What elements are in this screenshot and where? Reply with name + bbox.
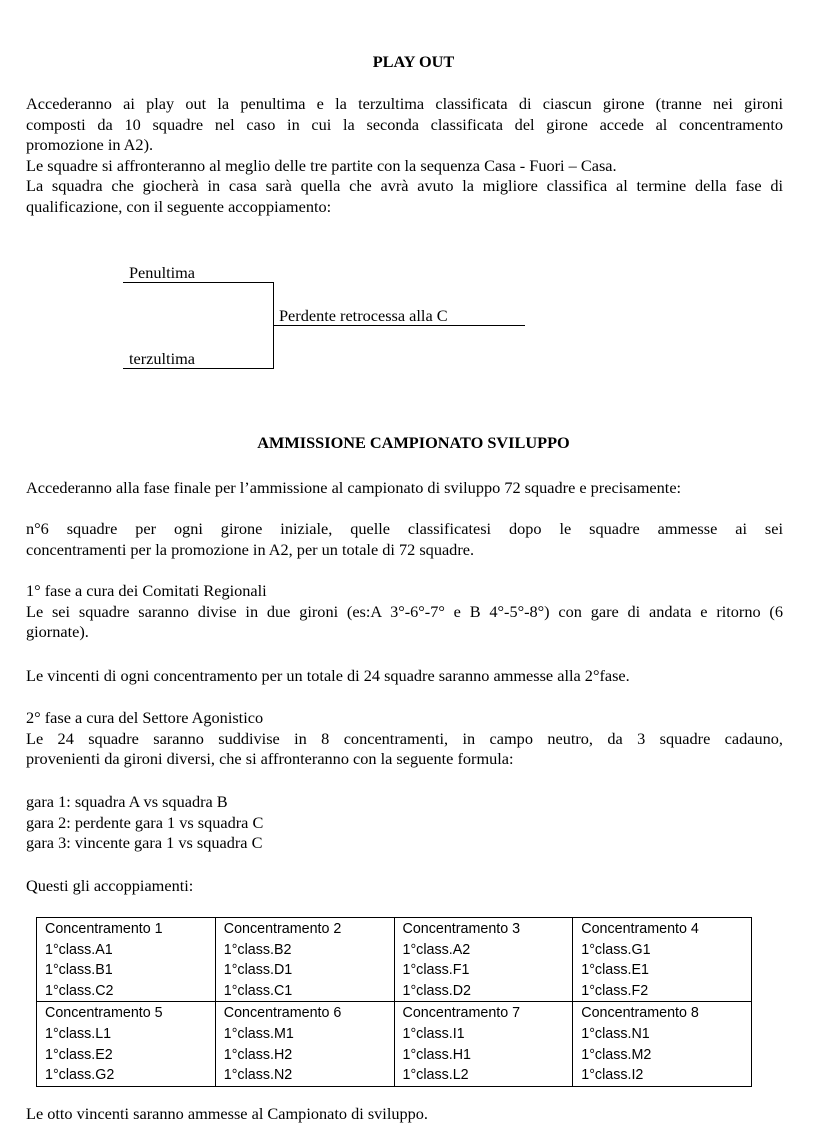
team-entry: 1°class.D1 bbox=[223, 962, 293, 979]
paragraph-line: Le vincenti di ogni concentramento per un totale di 24 squadre saranno ammesse alla 2°fase. bbox=[26, 666, 630, 685]
team-entry: 1°class.B1 bbox=[45, 962, 113, 979]
concentramento-name: Concentramento 1 bbox=[45, 921, 163, 937]
ammissione-title: AMMISSIONE CAMPIONATO SVILUPPO bbox=[257, 433, 570, 452]
squadre-paragraph bbox=[26, 519, 783, 560]
intro-paragraph bbox=[26, 478, 783, 499]
team-entry: 1°class.N1 bbox=[581, 1025, 650, 1042]
paragraph-line: n°6 squadre per ogni girone iniziale, quelle classificatesi dopo le squadre ammesse ai sei bbox=[26, 519, 783, 538]
table-cell bbox=[37, 1002, 216, 1086]
paragraph-line: composti da 10 squadre nel caso in cui la seconda classificata del girone accede al concentramento bbox=[26, 114, 783, 134]
paragraph-line: Le sei squadre saranno divise in due gironi (es:A 3°-6°-7° e B 4°-5°-8°) con gare di andata e ritorno (6 bbox=[26, 601, 783, 621]
fase2-heading: 2° fase a cura del Settore Agonistico bbox=[26, 708, 264, 727]
team-entry: 1°class.H1 bbox=[402, 1046, 471, 1063]
paragraph-line: concentramenti per la promozione in A2, per un totale di 72 squadre. bbox=[26, 539, 475, 559]
concentramento-name: Concentramento 6 bbox=[223, 1005, 342, 1022]
accoppiamenti-label bbox=[26, 876, 783, 897]
team-entry: 1°class.M2 bbox=[581, 1046, 652, 1063]
bracket-result-label: Perdente retrocessa alla C bbox=[279, 306, 448, 325]
team-entry: 1°class.I2 bbox=[581, 1067, 644, 1084]
team-entry: 1°class.L1 bbox=[45, 1025, 112, 1042]
gara-item: gara 1: squadra A vs squadra B bbox=[26, 792, 228, 811]
concentramento-name: Concentramento 7 bbox=[402, 1005, 521, 1022]
paragraph-line: giornate). bbox=[26, 622, 89, 642]
bracket-top-line bbox=[123, 282, 274, 283]
paragraph-line: Accederanno ai play out la penultima e la terzultima classificata di ciascun girone (tranne nei gironi bbox=[26, 94, 783, 113]
bracket-bottom-line bbox=[123, 368, 274, 369]
team-entry: 1°class.H2 bbox=[223, 1046, 293, 1063]
team-entry: 1°class.D2 bbox=[402, 982, 471, 999]
play-out-title: PLAY OUT bbox=[372, 52, 455, 71]
team-entry: 1°class.E1 bbox=[581, 962, 649, 979]
team-entry: 1°class.F1 bbox=[402, 962, 470, 979]
vincenti-paragraph bbox=[26, 666, 783, 687]
bracket-bottom-label: terzultima bbox=[129, 349, 195, 368]
fase2-paragraph bbox=[26, 708, 783, 770]
team-entry: 1°class.G2 bbox=[45, 1067, 115, 1084]
team-entry: 1°class.L2 bbox=[402, 1067, 469, 1084]
gare-list bbox=[26, 792, 783, 854]
team-entry: 1°class.F2 bbox=[581, 982, 649, 999]
fase1-heading: 1° fase a cura dei Comitati Regionali bbox=[26, 581, 267, 600]
table-row bbox=[37, 918, 752, 1002]
table-cell bbox=[573, 918, 752, 1002]
team-entry: 1°class.N2 bbox=[223, 1067, 293, 1084]
sequence-line: Le squadre si affronteranno al meglio delle tre partite con la sequenza Casa - Fuori – Casa. bbox=[26, 155, 617, 175]
paragraph-line: La squadra che giocherà in casa sarà quella che avrà avuto la migliore classifica al termine della fase di bbox=[26, 176, 783, 196]
paragraph-line: qualificazione, con il seguente accoppiamento: bbox=[26, 196, 332, 216]
gara-item: gara 2: perdente gara 1 vs squadra C bbox=[26, 812, 264, 832]
table-cell bbox=[394, 918, 573, 1002]
concentramenti-table bbox=[36, 917, 752, 1087]
team-entry: 1°class.M1 bbox=[223, 1025, 294, 1042]
paragraph-line: Le otto vincenti saranno ammesse al Campionato di sviluppo. bbox=[26, 1104, 428, 1123]
paragraph-line: provenienti da gironi diversi, che si affronteranno con la seguente formula: bbox=[26, 749, 514, 769]
table-cell bbox=[394, 1002, 573, 1086]
table-cell bbox=[215, 918, 394, 1002]
fase1-paragraph bbox=[26, 581, 783, 643]
table-cell bbox=[37, 918, 216, 1002]
play-out-paragraph bbox=[26, 94, 783, 218]
team-entry: 1°class.A2 bbox=[402, 941, 471, 958]
concentramento-name: Concentramento 2 bbox=[223, 921, 342, 937]
team-entry: 1°class.C2 bbox=[45, 982, 114, 999]
bracket-top-label: Penultima bbox=[129, 263, 196, 282]
concentramento-name: Concentramento 8 bbox=[581, 1005, 699, 1022]
table-cell bbox=[573, 1002, 752, 1086]
paragraph-line: promozione in A2). bbox=[26, 135, 154, 155]
team-entry: 1°class.G1 bbox=[581, 941, 651, 958]
bracket-result-line bbox=[273, 325, 525, 326]
gara-item: gara 3: vincente gara 1 vs squadra C bbox=[26, 833, 263, 853]
concentramento-name: Concentramento 5 bbox=[45, 1005, 163, 1022]
conclusione-paragraph bbox=[26, 1104, 783, 1125]
team-entry: 1°class.B2 bbox=[223, 941, 292, 958]
paragraph-line: Le 24 squadre saranno suddivise in 8 concentramenti, in campo neutro, da 3 squadre cadauno, bbox=[26, 728, 783, 748]
team-entry: 1°class.I1 bbox=[402, 1025, 465, 1042]
table-cell bbox=[215, 1002, 394, 1086]
concentramento-name: Concentramento 3 bbox=[402, 921, 521, 937]
paragraph-line: Accederanno alla fase finale per l’ammissione al campionato di sviluppo 72 squadre e precisamente: bbox=[26, 478, 682, 497]
concentramento-name: Concentramento 4 bbox=[581, 921, 699, 937]
team-entry: 1°class.E2 bbox=[45, 1046, 113, 1063]
team-entry: 1°class.A1 bbox=[45, 941, 113, 958]
team-entry: 1°class.C1 bbox=[223, 982, 293, 999]
table-row bbox=[37, 1002, 752, 1086]
paragraph-line: Questi gli accoppiamenti: bbox=[26, 876, 194, 895]
